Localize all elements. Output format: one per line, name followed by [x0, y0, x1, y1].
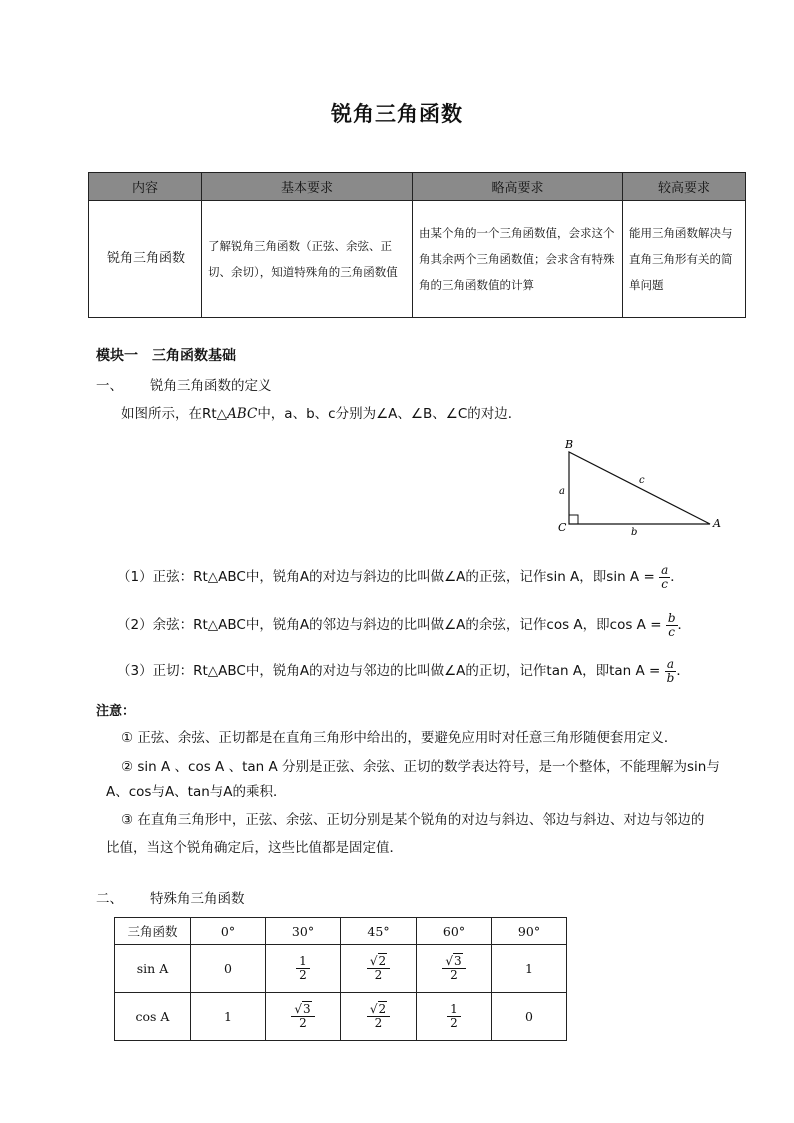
- label-B: B: [565, 438, 574, 451]
- requirements-table: [88, 172, 746, 318]
- label-C: C: [558, 521, 567, 534]
- page-title: 锐角三角函数: [331, 102, 463, 126]
- requirements-row: [89, 201, 746, 318]
- note-item-2-cont: A、cos与A、tan与A的乘积．: [106, 784, 287, 800]
- header-basic: 基本要求: [202, 173, 413, 201]
- sin-45: $\frac{√2}{2}$: [341, 945, 417, 993]
- def-rt: Rt△ABC: [193, 569, 246, 586]
- definition-tangent: （3）正切：Rt△ABC中，锐角A的对边与邻边的比叫做∠A的正切，记作tan A，即tan A = $\frac{a}{b}$ ．: [117, 657, 690, 685]
- intro-suffix: 中，a、b、c分别为∠A、∠B、∠C的对边．: [257, 406, 522, 422]
- sin-0: 0: [191, 945, 266, 993]
- note-item-1: ① 正弦、余弦、正切都是在直角三角形中给出的，要避免应用时对任意三角形随便套用定义．: [121, 730, 678, 746]
- def-num: （3）: [117, 663, 153, 680]
- angle-60: 60°: [417, 918, 492, 945]
- cos-row: [115, 993, 567, 1041]
- sine-fraction: $\frac{a}{c}$: [661, 563, 669, 591]
- header-highest: 较高要求: [623, 173, 746, 201]
- def-num: （1）: [117, 569, 153, 586]
- header-higher: 略高要求: [413, 173, 623, 201]
- sin-90: 1: [492, 945, 567, 993]
- cos-60: $\frac{1}{2}$: [417, 993, 492, 1041]
- label-b: b: [631, 527, 638, 538]
- intro-abc: ABC: [227, 406, 258, 422]
- right-triangle-figure: [555, 438, 730, 538]
- section1-intro: [121, 402, 521, 422]
- sin-label: sin A: [115, 945, 191, 993]
- label-c: c: [639, 475, 645, 486]
- tangent-fraction: $\frac{a}{b}$: [666, 657, 675, 685]
- topic-cell: 锐角三角函数: [89, 201, 202, 318]
- basic-requirement: 了解锐角三角函数（正弦、余弦、正切、余切），知道特殊角的三角函数值: [202, 201, 413, 318]
- cos-label: cos A: [115, 993, 191, 1041]
- requirements-header-row: [89, 173, 746, 201]
- section2-title: 特殊角三角函数: [150, 891, 245, 907]
- header-function: 三角函数: [115, 918, 191, 945]
- intro-prefix: 如图所示，在Rt△: [121, 406, 228, 422]
- definition-sine: （1）正弦：Rt△ABC中，锐角A的对边与斜边的比叫做∠A的正弦，记作sin A，即sin A = $\frac{a}{c}$ ．: [117, 563, 684, 591]
- sin-row: [115, 945, 567, 993]
- note-item-3: ③ 在直角三角形中，正弦、余弦、正切分别是某个锐角的对边与斜边、邻边与斜边、对边与邻边的: [121, 812, 705, 828]
- def-rt: Rt△ABC: [193, 617, 246, 634]
- special-angle-table: [114, 917, 567, 1041]
- def-name: 正弦：: [152, 569, 194, 586]
- label-A: A: [713, 517, 721, 530]
- right-angle-mark: [569, 515, 578, 524]
- highest-requirement: 能用三角函数解决与直角三角形有关的简单问题: [623, 201, 746, 318]
- def-num: （2）: [117, 617, 153, 634]
- angle-30: 30°: [266, 918, 341, 945]
- def-rt: Rt△ABC: [193, 663, 246, 680]
- label-a: a: [559, 486, 565, 497]
- header-content: 内容: [89, 173, 202, 201]
- angle-header-row: [115, 918, 567, 945]
- cos-30: $\frac{√3}{2}$: [266, 993, 341, 1041]
- section2-index: 二、: [96, 891, 123, 907]
- angle-45: 45°: [341, 918, 417, 945]
- angle-90: 90°: [492, 918, 567, 945]
- note-label: 注意：: [96, 704, 136, 719]
- def-name: 余弦：: [152, 617, 194, 634]
- cosine-fraction: $\frac{b}{c}$: [667, 611, 676, 639]
- module-heading: 模块一 三角函数基础: [96, 348, 236, 364]
- sin-30: $\frac{1}{2}$: [266, 945, 341, 993]
- section1-title: 锐角三角函数的定义: [150, 378, 272, 394]
- higher-requirement: 由某个角的一个三角函数值，会求这个角其余两个三角函数值；会求含有特殊角的三角函数值的计算: [413, 201, 623, 318]
- definition-cosine: （2）余弦：Rt△ABC中，锐角A的邻边与斜边的比叫做∠A的余弦，记作cos A，即cos A = $\frac{b}{c}$ ．: [117, 611, 691, 639]
- section1-index: 一、: [96, 378, 123, 394]
- def-desc: 中，锐角A的邻边与斜边的比叫做∠A的余弦，记作cos A，即cos A =: [245, 617, 662, 634]
- triangle-shape: [569, 452, 710, 524]
- note-item-3-cont: 比值，当这个锐角确定后，这些比值都是固定值．: [106, 840, 403, 856]
- def-desc: 中，锐角A的对边与斜边的比叫做∠A的正弦，记作sin A，即sin A =: [245, 569, 655, 586]
- cos-45: $\frac{√2}{2}$: [341, 993, 417, 1041]
- def-desc: 中，锐角A的对边与邻边的比叫做∠A的正切，记作tan A，即tan A =: [245, 663, 661, 680]
- def-name: 正切：: [152, 663, 194, 680]
- sin-60: $\frac{√3}{2}$: [417, 945, 492, 993]
- note-item-2: ② sin A 、cos A 、tan A 分别是正弦、余弦、正切的数学表达符号，是一个整体，不能理解为sin与: [121, 759, 720, 775]
- angle-0: 0°: [191, 918, 266, 945]
- cos-90: 0: [492, 993, 567, 1041]
- cos-0: 1: [191, 993, 266, 1041]
